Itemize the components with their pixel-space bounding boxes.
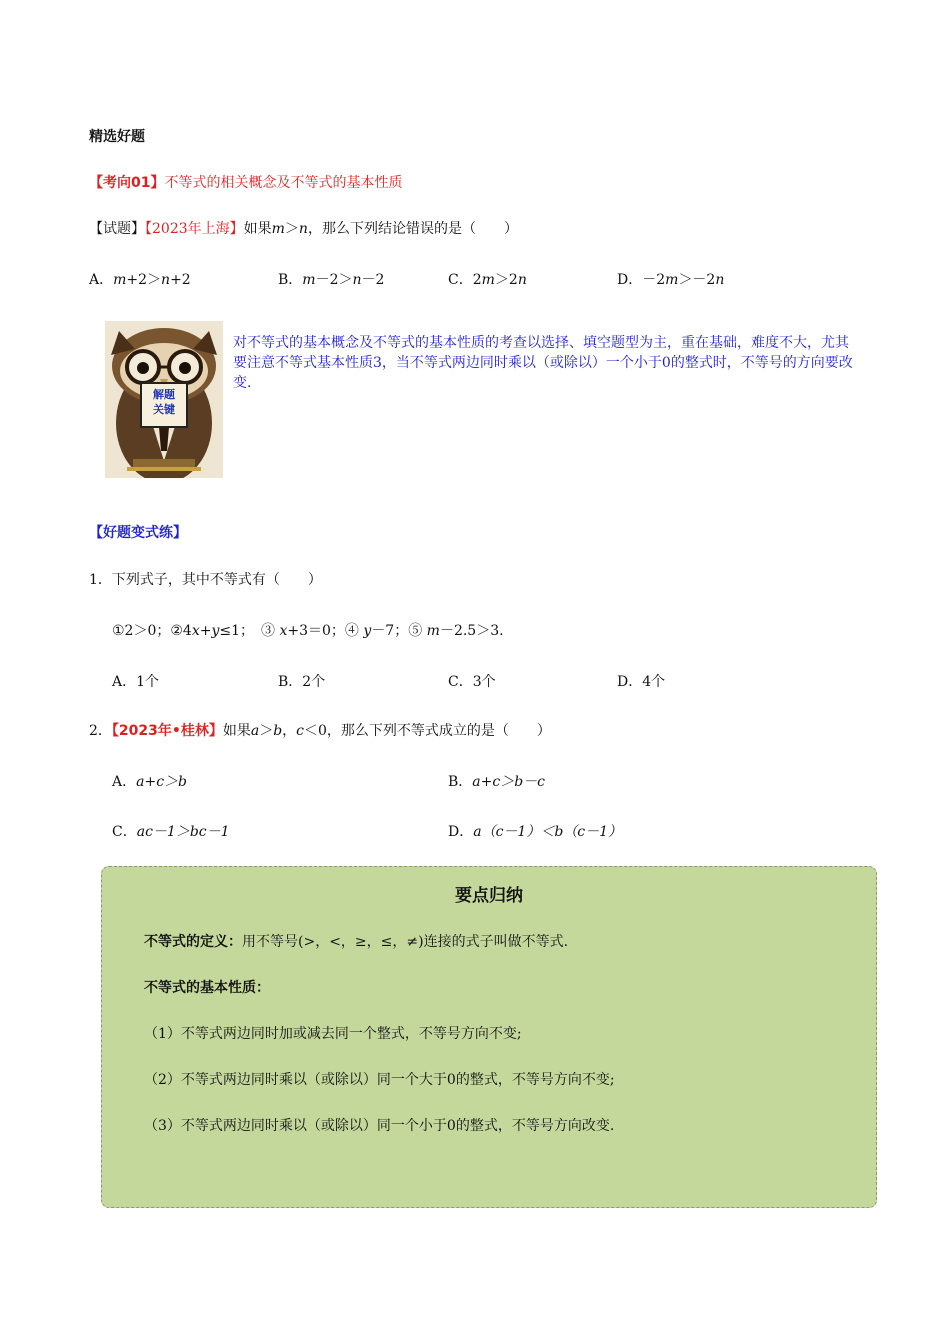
q2-option-b[interactable] — [448, 771, 545, 791]
option-part: n — [352, 272, 362, 288]
option-letter: D． — [617, 272, 643, 288]
q2-var: a — [250, 723, 260, 739]
q1-number: 1． — [89, 572, 112, 588]
option-text: a+c＞b — [136, 774, 188, 790]
option-part: m — [665, 272, 679, 288]
q2-source: 【2023年•桂林】 — [111, 723, 223, 739]
q1-item-part: + — [199, 623, 212, 639]
trial-gt: ＞ — [284, 221, 299, 237]
summary-box — [101, 866, 877, 1208]
q2-var: c — [296, 723, 305, 739]
trial-option-b[interactable] — [278, 269, 384, 289]
option-part: m — [481, 272, 495, 288]
q1-item-part: +3＝0；④ — [287, 623, 364, 639]
q1-item-var: x — [279, 623, 288, 639]
practice-title: 【好题变式练】 — [89, 525, 187, 541]
option-part: n — [715, 272, 725, 288]
q2-part: ， — [282, 723, 297, 739]
hint-text: 对不等式的基本概念及不等式的基本性质的考查以选择、填空题型为主，重在基础，难度不大，尤其要注意不等式基本性质3，当不等式两边同时乘以（或除以）一个小于0的整式时，不等号的方向要改变. — [233, 335, 853, 391]
trial-post: ，那么下列结论错误的是（ ） — [307, 221, 518, 237]
trial-option-a[interactable] — [89, 269, 191, 289]
option-letter: A． — [112, 774, 137, 790]
q2-option-d[interactable] — [448, 821, 622, 841]
definition-line — [144, 931, 568, 951]
q2-part: ＜0，那么下列不等式成立的是（ ） — [304, 723, 551, 739]
var-m: m — [271, 221, 285, 237]
q1-item-var: y — [363, 623, 372, 639]
option-part: －2 — [642, 272, 666, 288]
option-part: n — [161, 272, 171, 288]
var-n: n — [298, 221, 308, 237]
q1-item-part: －7；⑤ — [371, 623, 427, 639]
option-letter: A． — [89, 272, 114, 288]
option-letter: C． — [112, 824, 137, 840]
option-part: －2＞ — [315, 272, 353, 288]
option-letter: B． — [278, 272, 303, 288]
q1-option-c[interactable]: C．3个 — [448, 674, 496, 690]
option-text: a（c－1）＜b（c－1） — [473, 824, 623, 840]
trial-source: 【2023年上海】 — [145, 221, 244, 237]
q2-option-c[interactable] — [112, 821, 230, 841]
q2-option-a[interactable] — [112, 771, 187, 791]
owl-mascot-image — [105, 321, 223, 478]
option-letter: D． — [448, 824, 474, 840]
trial-pre: 如果 — [243, 221, 272, 237]
definition-label: 不等式的定义： — [144, 934, 242, 950]
q2-part: 如果 — [222, 723, 251, 739]
topic-tag: 【考向01】 — [89, 175, 165, 191]
q1-stem-text: 下列式子，其中不等式有（ ） — [111, 572, 322, 588]
q1-item-part: －2.5＞3. — [439, 623, 504, 639]
badge-line-2: 关键 — [153, 403, 175, 416]
q1-item-var: y — [211, 623, 220, 639]
option-part: +2 — [170, 272, 191, 288]
option-part: +2＞ — [126, 272, 162, 288]
trial-tag: 【试题】 — [89, 221, 145, 237]
q2-number: 2． — [89, 723, 112, 739]
option-text: ac－1＞bc－1 — [136, 824, 230, 840]
option-part: ＞－2 — [678, 272, 716, 288]
option-part: －2 — [361, 272, 385, 288]
q2-stem — [89, 720, 551, 740]
definition-text: 用不等号(>，<，≥，≤，≠)连接的式子叫做不等式. — [242, 934, 569, 950]
option-part: 2 — [472, 272, 482, 288]
property-2: （2）不等式两边同时乘以（或除以）同一个大于0的整式，不等号方向不变; — [144, 1072, 615, 1088]
q1-option-b[interactable]: B．2个 — [278, 674, 326, 690]
trial-option-d[interactable] — [617, 269, 724, 289]
q1-item-part: ≤1； ③ — [219, 623, 280, 639]
trial-option-c[interactable] — [448, 269, 527, 289]
q1-item-var: x — [191, 623, 200, 639]
badge-line-1: 解题 — [153, 388, 175, 401]
q1-items — [112, 620, 504, 640]
topic-title: 不等式的相关概念及不等式的基本性质 — [164, 175, 403, 191]
trial-question — [89, 218, 518, 238]
q2-var: b — [273, 723, 283, 739]
topic-heading — [89, 172, 402, 192]
property-3: （3）不等式两边同时乘以（或除以）同一个小于0的整式，不等号方向改变. — [144, 1118, 615, 1134]
summary-title: 要点归纳 — [455, 886, 523, 906]
q2-part: ＞ — [259, 723, 274, 739]
option-part: n — [517, 272, 527, 288]
option-part: m — [113, 272, 127, 288]
q1-item-var: m — [426, 623, 440, 639]
option-part: ＞2 — [494, 272, 518, 288]
q1-stem — [89, 569, 322, 589]
section-title: 精选好题 — [89, 129, 145, 145]
property-1: （1）不等式两边同时加或减去同一个整式，不等号方向不变; — [144, 1026, 522, 1042]
option-letter: B． — [448, 774, 473, 790]
q1-item-part: ①2＞0；②4 — [112, 623, 192, 639]
owl-badge — [152, 387, 176, 417]
option-text: a+c＞b－c — [472, 774, 546, 790]
option-letter: C． — [448, 272, 473, 288]
option-part: m — [302, 272, 316, 288]
q1-option-a[interactable]: A．1个 — [112, 674, 160, 690]
properties-label: 不等式的基本性质： — [144, 980, 270, 996]
q1-option-d[interactable]: D．4个 — [617, 674, 666, 690]
